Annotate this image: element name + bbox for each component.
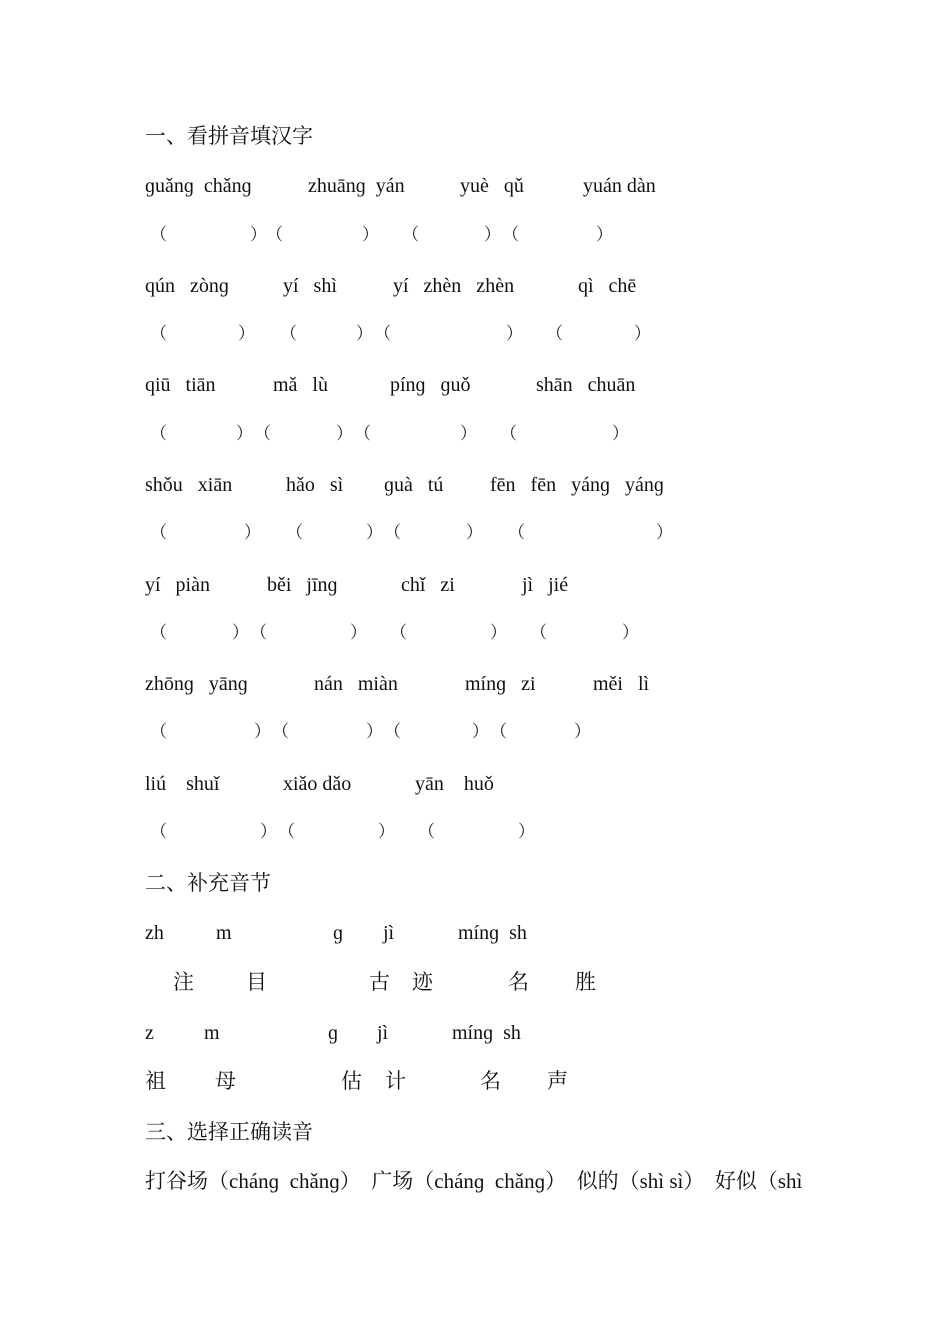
answer-box-close: ） bbox=[612, 424, 629, 444]
partial-syllable: jì bbox=[377, 1022, 389, 1044]
answer-box-open[interactable]: （ bbox=[546, 324, 563, 344]
pinyin-item: pínɡ ɡuǒ bbox=[390, 374, 471, 396]
answer-box-close: ） bbox=[490, 623, 507, 643]
answer-box-open[interactable]: （ bbox=[254, 424, 271, 444]
answer-box-open[interactable]: （ bbox=[384, 722, 401, 742]
answer-box-close: ） bbox=[484, 225, 501, 245]
answer-box-close: ） bbox=[466, 523, 483, 543]
hanzi-char: 估 bbox=[341, 1069, 363, 1093]
answer-box-close: ） bbox=[232, 623, 249, 643]
answer-box-open[interactable]: （ bbox=[150, 523, 167, 543]
answer-box-close: ） bbox=[362, 225, 379, 245]
pinyin-row-6 bbox=[0, 669, 950, 699]
pinyin-item: shǒu xiān bbox=[145, 474, 233, 496]
hanzi-char: 注 bbox=[173, 970, 195, 994]
answer-box-open[interactable]: （ bbox=[266, 225, 283, 245]
fill-syllable-row-2 bbox=[0, 1018, 950, 1048]
answer-box-open[interactable]: （ bbox=[250, 623, 267, 643]
pinyin-row-3 bbox=[0, 370, 950, 400]
pinyin-item: qì chē bbox=[578, 275, 637, 297]
pinyin-item: chǐ zi bbox=[401, 574, 455, 596]
pinyin-row-7 bbox=[0, 769, 950, 799]
answer-row-1 bbox=[0, 220, 950, 250]
hanzi-char: 古 bbox=[369, 970, 391, 994]
section3-title: 三、选择正确读音 bbox=[145, 1120, 313, 1144]
partial-syllable: zh bbox=[145, 922, 164, 944]
answer-box-open[interactable]: （ bbox=[150, 722, 167, 742]
pinyin-item: zhōnɡ yānɡ bbox=[145, 673, 248, 695]
partial-syllable: m bbox=[204, 1022, 220, 1044]
hanzi-char: 目 bbox=[246, 970, 268, 994]
pinyin-item: hǎo sì bbox=[286, 474, 344, 496]
hanzi-row-2 bbox=[0, 1066, 950, 1096]
pinyin-item: mínɡ zi bbox=[465, 673, 536, 695]
answer-box-close: ） bbox=[460, 424, 477, 444]
pinyin-row-2 bbox=[0, 271, 950, 301]
answer-box-open[interactable]: （ bbox=[530, 623, 547, 643]
hanzi-char: 祖 bbox=[145, 1069, 167, 1093]
answer-box-close: ） bbox=[596, 225, 613, 245]
answer-box-close: ） bbox=[356, 324, 373, 344]
answer-box-open[interactable]: （ bbox=[278, 822, 295, 842]
section1-title: 一、看拼音填汉字 bbox=[145, 124, 313, 148]
answer-row-6 bbox=[0, 717, 950, 747]
answer-box-close: ） bbox=[378, 822, 395, 842]
pinyin-item: xiǎo dǎo bbox=[283, 773, 352, 795]
answer-box-open[interactable]: （ bbox=[418, 822, 435, 842]
answer-box-close: ） bbox=[366, 722, 383, 742]
answer-box-close: ） bbox=[236, 424, 253, 444]
answer-box-open[interactable]: （ bbox=[150, 822, 167, 842]
fill-syllable-row-1 bbox=[0, 918, 950, 948]
hanzi-char: 名 bbox=[508, 970, 530, 994]
answer-row-7 bbox=[0, 817, 950, 847]
answer-row-2 bbox=[0, 319, 950, 349]
answer-box-close: ） bbox=[518, 822, 535, 842]
pinyin-item: fēn fēn yánɡ yánɡ bbox=[490, 474, 664, 496]
partial-syllable: m bbox=[216, 922, 232, 944]
answer-row-5 bbox=[0, 618, 950, 648]
pinyin-row-4 bbox=[0, 470, 950, 500]
answer-box-open[interactable]: （ bbox=[272, 722, 289, 742]
pinyin-row-5 bbox=[0, 570, 950, 600]
pinyin-item: ɡuǎnɡ chǎnɡ bbox=[145, 175, 252, 197]
answer-box-close: ） bbox=[472, 722, 489, 742]
answer-box-open[interactable]: （ bbox=[150, 225, 167, 245]
partial-syllable: mínɡ sh bbox=[458, 922, 527, 944]
pinyin-item: qiū tiān bbox=[145, 374, 216, 396]
answer-box-close: ） bbox=[250, 225, 267, 245]
answer-box-open[interactable]: （ bbox=[508, 523, 525, 543]
section2-title: 二、补充音节 bbox=[145, 871, 271, 895]
answer-box-close: ） bbox=[260, 822, 277, 842]
answer-box-open[interactable]: （ bbox=[286, 523, 303, 543]
pinyin-item: yān huǒ bbox=[415, 773, 494, 795]
pinyin-item: liú shuǐ bbox=[145, 773, 220, 795]
hanzi-char: 母 bbox=[215, 1069, 237, 1093]
pinyin-row-1 bbox=[0, 171, 950, 201]
partial-syllable: ɡ bbox=[328, 1022, 338, 1044]
partial-syllable: z bbox=[145, 1022, 154, 1044]
answer-box-close: ） bbox=[244, 523, 261, 543]
pinyin-item: měi lì bbox=[593, 673, 650, 695]
answer-box-close: ） bbox=[254, 722, 271, 742]
hanzi-char: 声 bbox=[547, 1069, 569, 1093]
hanzi-row-1 bbox=[0, 967, 950, 997]
answer-box-open[interactable]: （ bbox=[490, 722, 507, 742]
pinyin-item: běi jīnɡ bbox=[267, 574, 338, 596]
pinyin-item: ɡuà tú bbox=[384, 474, 444, 496]
hanzi-char: 胜 bbox=[575, 970, 597, 994]
hanzi-char: 计 bbox=[385, 1069, 407, 1093]
pinyin-item: qún zònɡ bbox=[145, 275, 229, 297]
pinyin-item: yí piàn bbox=[145, 574, 210, 596]
pinyin-item: yí zhèn zhèn bbox=[393, 275, 515, 297]
answer-box-close: ） bbox=[574, 722, 591, 742]
hanzi-char: 迹 bbox=[412, 970, 434, 994]
partial-syllable: mínɡ sh bbox=[452, 1022, 521, 1044]
answer-box-close: ） bbox=[366, 523, 383, 543]
answer-row-4 bbox=[0, 518, 950, 548]
answer-box-open[interactable]: （ bbox=[502, 225, 519, 245]
pinyin-item: jì jié bbox=[522, 574, 569, 596]
partial-syllable: ɡ bbox=[333, 922, 343, 944]
answer-box-open[interactable]: （ bbox=[402, 225, 419, 245]
answer-box-open[interactable]: （ bbox=[150, 623, 167, 643]
pinyin-item: nán miàn bbox=[314, 673, 398, 695]
hanzi-char: 名 bbox=[480, 1069, 502, 1093]
answer-box-open[interactable]: （ bbox=[150, 324, 167, 344]
answer-box-close: ） bbox=[336, 424, 353, 444]
pinyin-item: yuán dàn bbox=[583, 175, 656, 197]
answer-box-open[interactable]: （ bbox=[354, 424, 371, 444]
answer-box-open[interactable]: （ bbox=[390, 623, 407, 643]
answer-box-close: ） bbox=[622, 623, 639, 643]
answer-box-close: ） bbox=[238, 324, 255, 344]
answer-box-open[interactable]: （ bbox=[374, 324, 391, 344]
pinyin-item: yí shì bbox=[283, 275, 337, 297]
answer-box-open[interactable]: （ bbox=[150, 424, 167, 444]
answer-box-close: ） bbox=[634, 324, 651, 344]
pinyin-item: zhuānɡ yán bbox=[308, 175, 405, 197]
answer-box-open[interactable]: （ bbox=[500, 424, 517, 444]
choose-reading-line: 打谷场（chánɡ chǎnɡ） 广场（chánɡ chǎnɡ） 似的（shì sì） 好似（shì bbox=[145, 1169, 803, 1193]
pinyin-item: yuè qǔ bbox=[460, 175, 524, 197]
answer-row-3 bbox=[0, 419, 950, 449]
partial-syllable: jì bbox=[383, 922, 395, 944]
answer-box-close: ） bbox=[506, 324, 523, 344]
answer-box-close: ） bbox=[656, 523, 673, 543]
pinyin-item: shān chuān bbox=[536, 374, 636, 396]
answer-box-open[interactable]: （ bbox=[384, 523, 401, 543]
answer-box-close: ） bbox=[350, 623, 367, 643]
answer-box-open[interactable]: （ bbox=[280, 324, 297, 344]
pinyin-item: mǎ lù bbox=[273, 374, 328, 396]
